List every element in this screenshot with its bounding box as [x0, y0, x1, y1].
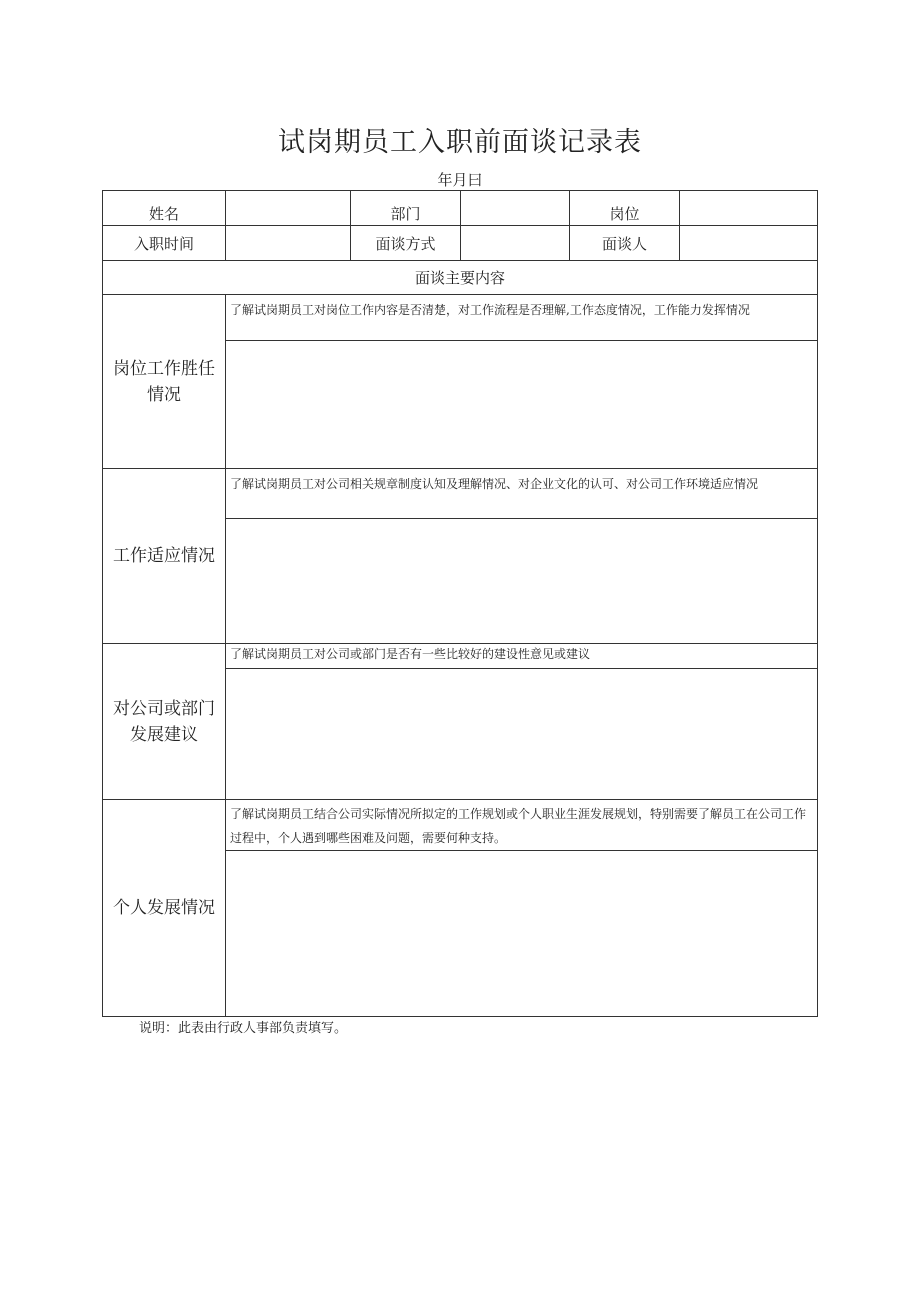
header-row-2 — [103, 226, 818, 261]
interview-method-field[interactable] — [461, 226, 570, 261]
section-prompt-personal-development: 了解试岗期员工结合公司实际情况所拟定的工作规划或个人职业生涯发展规划，特别需要了解员工在公司工作过程中，个人遇到哪些困难及问题，需要何种支持。 — [226, 800, 818, 851]
section-answer-work-adaptation[interactable] — [226, 519, 818, 644]
interview-method-label: 面谈方式 — [351, 226, 461, 261]
section-2-prompt-row — [103, 469, 818, 519]
dept-label: 部门 — [351, 191, 461, 226]
section-label-work-adaptation: 工作适应情况 — [103, 469, 226, 644]
section-prompt-job-competence: 了解试岗期员工对岗位工作内容是否清楚，对工作流程是否理解,工作态度情况，工作能力发挥情况 — [226, 295, 818, 341]
entry-time-label: 入职时间 — [103, 226, 226, 261]
section-answer-personal-development[interactable] — [226, 851, 818, 1017]
section-prompt-work-adaptation: 了解试岗期员工对公司相关规章制度认知及理解情况、对企业文化的认可、对公司工作环境适应情况 — [226, 469, 818, 519]
form-title: 试岗期员工入职前面谈记录表 — [278, 127, 642, 158]
interviewer-field[interactable] — [680, 226, 818, 261]
main-section-row — [103, 261, 818, 295]
entry-time-field[interactable] — [226, 226, 351, 261]
section-label-job-competence: 岗位工作胜任情况 — [103, 295, 226, 469]
section-prompt-development-suggestions: 了解试岗期员工对公司或部门是否有一些比较好的建设性意见或建议 — [226, 644, 818, 669]
section-answer-development-suggestions[interactable] — [226, 669, 818, 800]
position-field[interactable] — [680, 191, 818, 226]
section-1-prompt-row — [103, 295, 818, 341]
dept-field[interactable] — [461, 191, 570, 226]
section-answer-job-competence[interactable] — [226, 341, 818, 469]
section-label-development-suggestions: 对公司或部门发展建议 — [103, 644, 226, 800]
date-line: 年月曰 — [437, 171, 483, 189]
position-label: 岗位 — [570, 191, 680, 226]
section-4-prompt-row — [103, 800, 818, 851]
name-field[interactable] — [226, 191, 351, 226]
header-row-1 — [103, 191, 818, 226]
section-label-personal-development: 个人发展情况 — [103, 800, 226, 1017]
interviewer-label: 面谈人 — [570, 226, 680, 261]
name-label: 姓名 — [103, 191, 226, 226]
main-section-title: 面谈主要内容 — [103, 261, 818, 295]
interview-form-table — [102, 190, 818, 1017]
section-3-prompt-row — [103, 644, 818, 669]
form-note: 说明：此表由行政人事部负责填写。 — [139, 1021, 348, 1036]
